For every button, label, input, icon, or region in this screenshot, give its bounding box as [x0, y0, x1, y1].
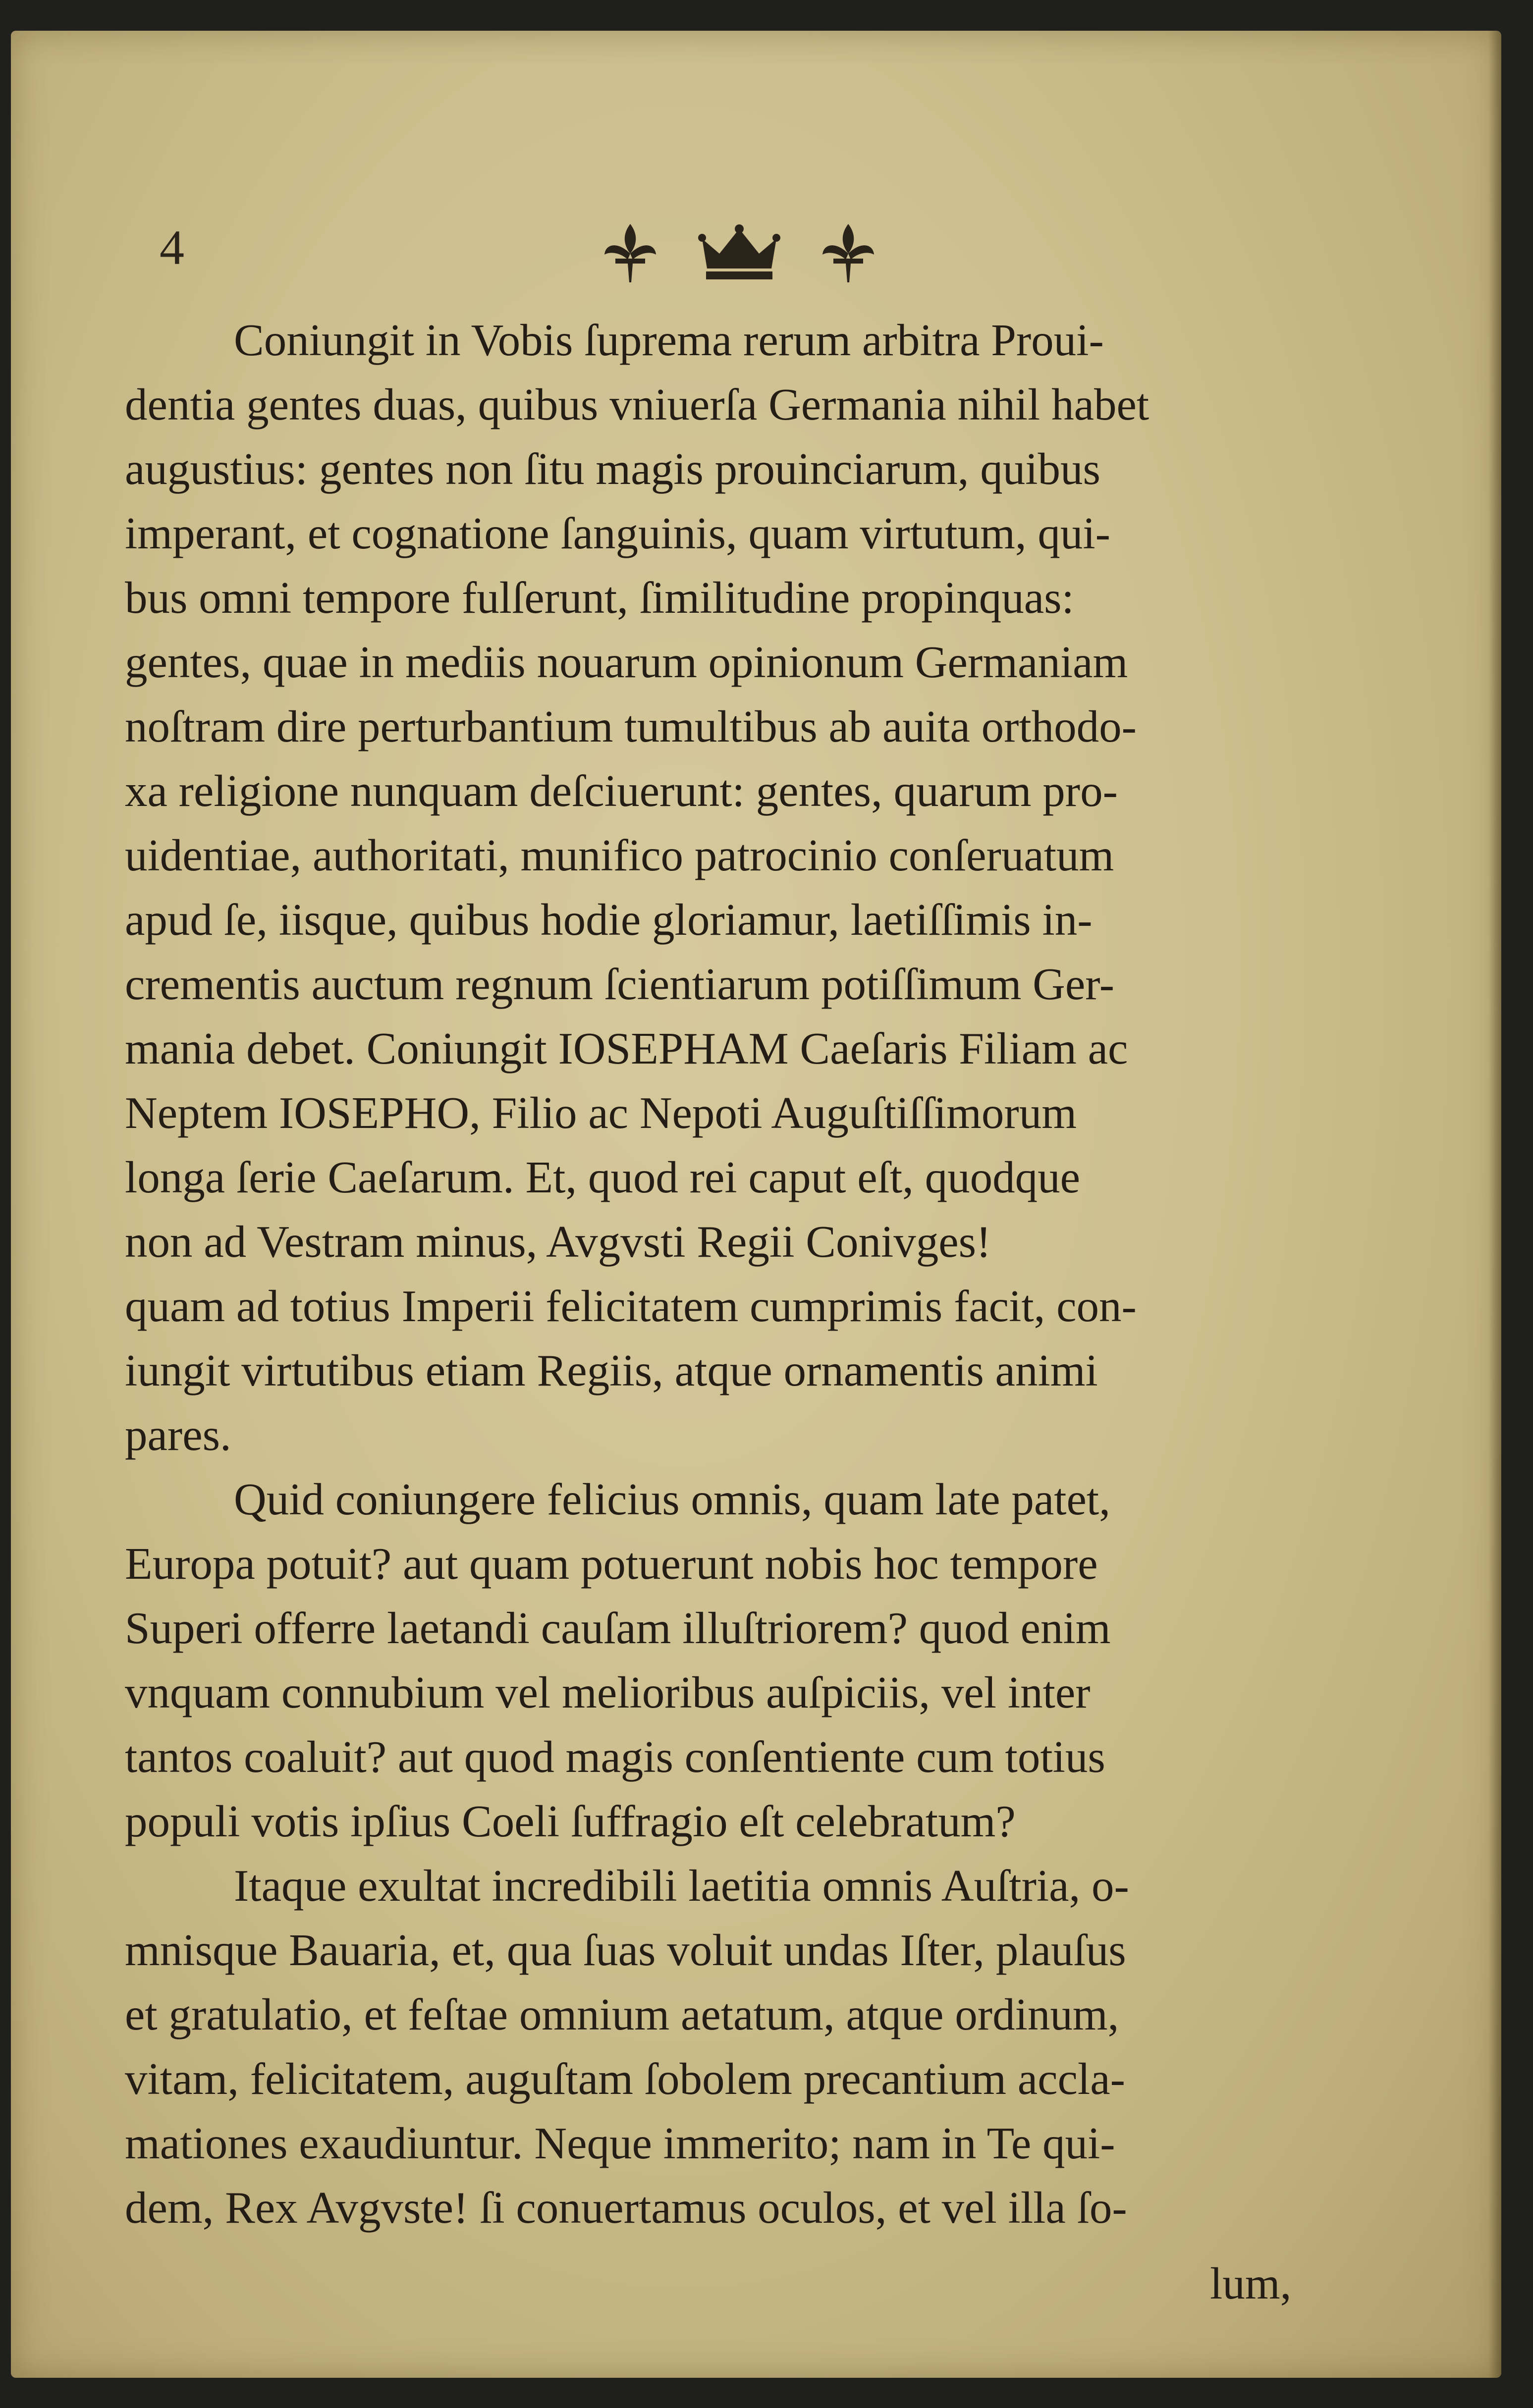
fleur-de-lis-icon — [822, 224, 874, 282]
body-text — [125, 308, 1294, 2240]
page-header — [11, 219, 1501, 298]
paragraph-2: Quid coniungere felicius omnis, quam late patet, Europa potuit? aut quam potuerunt nobis hoc tempore Superi offerre laetandi cauſam illuſtriorem? quod enim vnquam connubium vel melioribus auſpiciis, vel inter tantos coaluit? aut quod magis conſentiente cum totius populi votis ipſius Coeli ſuffragio eſt celebratum? — [125, 1474, 1111, 1846]
crown-icon — [698, 224, 780, 279]
header-ornament — [581, 219, 898, 288]
page-number: 4 — [160, 220, 184, 275]
book-page — [11, 31, 1501, 2378]
catchword: lum, — [1210, 2258, 1292, 2308]
page-gutter-shadow — [1488, 31, 1501, 2378]
paragraph-3: Itaque exultat incredibili laetitia omnis Auſtria, o- mnisque Bauaria, et, qua ſuas voluit undas Iſter, plauſus et gratulatio, et feſtae omnium aetatum, atque ordinum, vitam, felicitatem, auguſtam ſobolem precantium accla- mationes exaudiuntur. Neque immerito; nam in Te qui- dem, Rex Avgvste! ſi conuertamus oculos, et vel illa ſo- — [125, 1861, 1129, 2233]
paragraph-1: Coniungit in Vobis ſuprema rerum arbitra Proui- dentia gentes duas, quibus vniuerſa Germania nihil habet augustius: gentes non ſitu magis prouinciarum, quibus imperant, et cognatione ſanguinis, quam virtutum, qui- bus omni tempore fulſerunt, ſimilitudine propinquas: gentes, quae in mediis nouarum opinionum Germaniam noſtram dire perturbantium tumultibus ab auita orthodo- xa religione nunquam deſciuerunt: gentes, quarum pro- uidentiae, authoritati, munifico patrocinio conſeruatum apud ſe, iisque, quibus hodie gloriamur, laetiſſimis in- crementis auctum regnum ſcientiarum potiſſimum Ger- mania debet. Coniungit IOSEPHAM Caeſaris Filiam ac Neptem IOSEPHO, Filio ac Nepoti Auguſtiſſimorum longa ſerie Caeſarum. Et, quod rei caput eſt, quodque non ad Vestram minus, Avgvsti Regii Conivges! quam ad totius Imperii felicitatem cumprimis facit, con- iungit virtutibus etiam Regiis, atque ornamentis animi pares. — [125, 315, 1150, 1460]
fleur-de-lis-icon — [604, 224, 656, 282]
